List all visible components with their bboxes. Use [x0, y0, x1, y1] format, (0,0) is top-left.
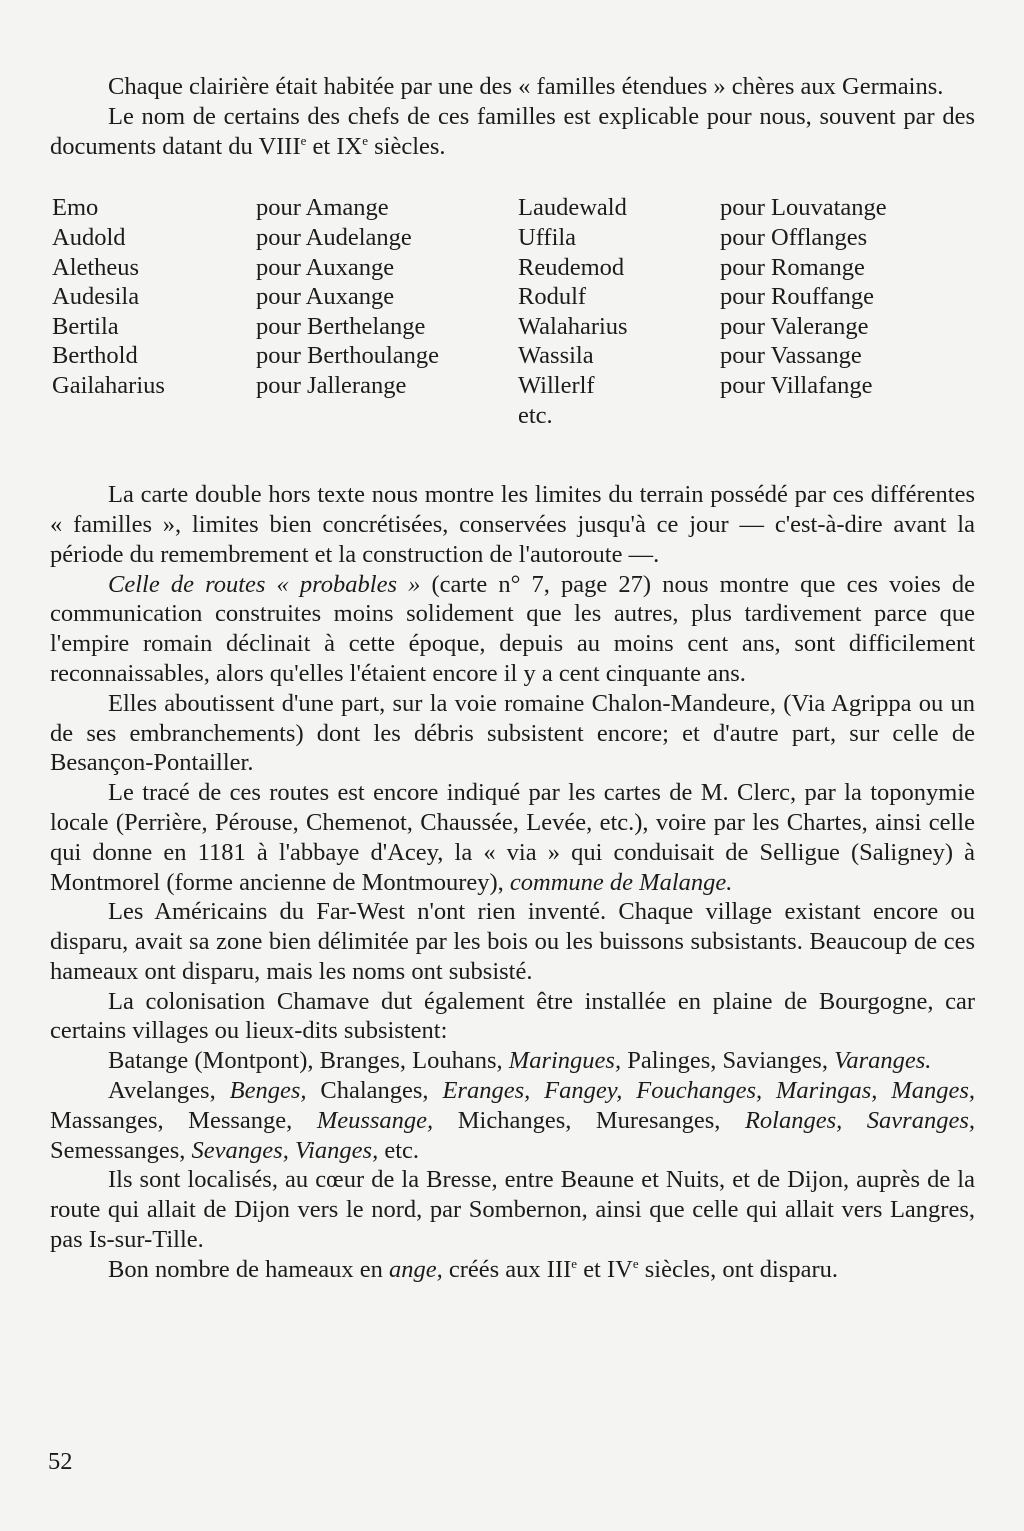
names-table [52, 193, 970, 430]
table-cell: pour Auxange [256, 283, 395, 311]
table-row [52, 193, 970, 223]
text: Chalanges, [306, 1077, 443, 1105]
table-cell: Laudewald [518, 194, 627, 222]
table-cell: Audesila [52, 283, 140, 311]
table-cell: Berthold [52, 342, 138, 370]
table-row [52, 223, 970, 253]
text: Palinges, Savianges, [621, 1047, 835, 1075]
table-cell: pour Jallerange [256, 371, 407, 399]
table-cell: pour Auxange [256, 253, 395, 281]
table-cell: pour Audelange [256, 223, 412, 251]
table-cell: Gailaharius [52, 371, 165, 399]
table-cell: pour Villafange [720, 371, 873, 399]
table-cell: pour Amange [256, 194, 389, 222]
text: et IX [306, 132, 363, 160]
table-cell: pour Louvatange [720, 194, 887, 222]
italic-text: commune de Malange. [509, 868, 733, 896]
paragraph-routes [50, 570, 975, 689]
italic-text: Varanges. [834, 1047, 932, 1075]
superscript: e [571, 1255, 578, 1271]
superscript: e [362, 132, 368, 148]
table-cell: Audold [52, 223, 126, 251]
table-cell: pour Berthelange [256, 312, 426, 340]
table-cell: Rodulf [518, 283, 587, 311]
table-row [52, 312, 970, 342]
table-cell: pour Offlanges [720, 223, 868, 251]
table-row [52, 341, 970, 371]
italic-text: Celle de routes « probables » [108, 570, 421, 598]
text: Massanges, Messange, [50, 1106, 317, 1134]
text: Avelanges, [108, 1077, 230, 1105]
paragraph-location: Ils sont localisés, au cœur de la Bresse, entre Beaune et Nuits, et de Dijon, auprès de la route qui allait de Dijon vers le nord, par Sombernon, ainsi que celle qui allait vers Langres, pas Is-sur-Tille. [50, 1166, 975, 1254]
italic-text: ange, [388, 1255, 443, 1283]
table-cell: Uffila [518, 223, 577, 251]
table-cell: pour Berthoulange [256, 342, 440, 370]
table-cell: Bertila [52, 312, 119, 340]
paragraph-villages-1 [50, 1046, 975, 1076]
superscript: e [632, 1255, 639, 1271]
table-cell [52, 401, 256, 431]
paragraph-disappeared [50, 1255, 975, 1285]
table-cell: Willerlf [518, 371, 595, 399]
paragraph-chamave: La colonisation Chamave dut également être installée en plaine de Bourgogne, car certains villages ou lieux-dits subsistent: [50, 987, 975, 1045]
table-row [52, 371, 970, 401]
italic-text: Meussange, [316, 1106, 434, 1134]
table-cell: Aletheus [52, 253, 140, 281]
table-cell: pour Valerange [720, 312, 869, 340]
table-row [52, 253, 970, 283]
table-cell: Reudemod [518, 253, 625, 281]
text: Michanges, Muresanges, [433, 1106, 745, 1134]
table-cell: pour Vassange [720, 342, 862, 370]
table-cell: pour Rouffange [720, 283, 874, 311]
page-number: 52 [48, 1448, 73, 1475]
text: Le tracé de ces routes est encore indiqué par les cartes de M. Clerc, par la toponymie locale (Perrière, Pérouse, Chemenot, Chaussée, Levée, etc.), voire par les Chartes, ainsi celle qui donne en 1181 à l'abbaye d'Acey, la « via » qui conduisait de Selligue (Saligney) à Montmorel (forme ancienne de Montmourey), [50, 779, 975, 896]
superscript: e [300, 132, 307, 148]
italic-text: Maringues, [508, 1047, 622, 1075]
text: siècles, ont disparu. [638, 1255, 839, 1283]
table-cell: etc. [518, 401, 553, 429]
text: siècles. [367, 132, 446, 160]
table-cell: pour Romange [720, 253, 865, 281]
text: (carte n° 7, page 27) nous montre que ces voies de communication construites moins solidement que les autres, plus tardivement parce que l'empire romain déclinait à cette époque, depuis au moins cent ans, sont difficilement reconnaissables, alors qu'elles l'étaient encore il y a cent cinquante ans. [50, 570, 975, 687]
text: Batange (Montpont), Branges, Louhans, [108, 1047, 509, 1075]
paragraph-roman-road: Elles aboutissent d'une part, sur la voie romaine Chalon-Mandeure, (Via Agrippa ou un de ses embranchements) dont les débris subsistent encore; et d'autre part, sur celle de Besançon-Pontailler. [50, 689, 975, 777]
table-cell: Wassila [518, 342, 594, 370]
italic-text: Benges, [229, 1077, 307, 1105]
paragraph-chiefs [50, 102, 975, 162]
italic-text: Rolanges, Savranges, [744, 1106, 975, 1134]
paragraph-villages-2 [50, 1076, 975, 1165]
paragraph-families: Chaque clairière était habitée par une des « familles étendues » chères aux Germains. [108, 73, 944, 100]
table-cell: Walaharius [518, 312, 628, 340]
text: et IV [577, 1255, 633, 1283]
table-cell [256, 401, 518, 431]
text: etc. [378, 1136, 420, 1164]
table-cell: Emo [52, 194, 99, 222]
paragraph-far-west: Les Américains du Far-West n'ont rien inventé. Chaque village existant encore ou disparu, avait sa zone bien délimitée par les bois ou les buissons subsistants. Beaucoup de ces hameaux ont disparu, mais les noms ont subsisté. [50, 898, 975, 985]
page-body [50, 72, 975, 1285]
paragraph-map: La carte double hors texte nous montre les limites du terrain possédé par ces différentes « familles », limites bien concrétisées, conservées jusqu'à ce jour — c'est-à-dire avant la période du remembrement et la construction de l'autoroute —. [50, 481, 975, 568]
text: Semessanges, [50, 1136, 192, 1164]
table-row [52, 401, 970, 431]
paragraph-trace [50, 778, 975, 897]
table-cell [720, 401, 970, 431]
italic-text: Sevanges, Vianges, [191, 1136, 379, 1164]
text: Bon nombre de hameaux en [108, 1255, 389, 1283]
italic-text: Eranges, Fangey, Fouchanges, Maringas, Manges, [442, 1077, 976, 1105]
table-row [52, 282, 970, 312]
text: Le nom de certains des chefs de ces familles est explicable pour nous, souvent par des documents datant du VIII [50, 102, 975, 160]
text: créés aux III [442, 1255, 572, 1283]
